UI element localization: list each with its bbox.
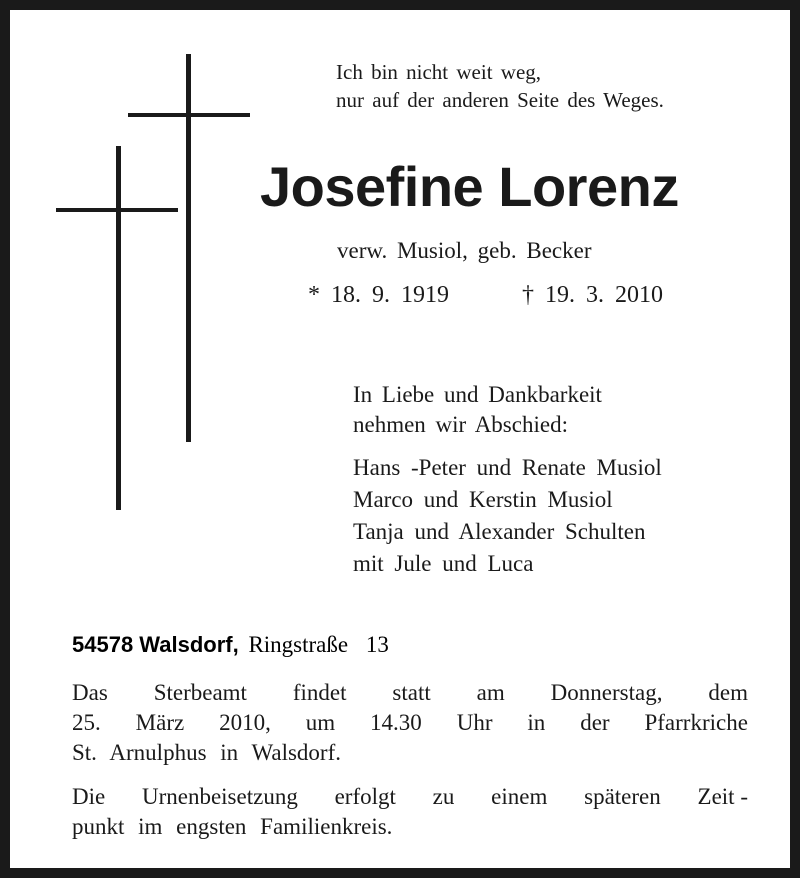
word: am — [476, 680, 505, 705]
word: Zeit - — [697, 784, 748, 809]
poem-line: nur auf der anderen Seite des Weges. — [336, 88, 664, 112]
service-line — [72, 678, 748, 708]
word: März — [135, 710, 185, 735]
birth-date: * 18. 9. 1919 — [308, 282, 449, 308]
urn-line: punkt im engsten Familienkreis. — [72, 814, 393, 839]
word: in — [527, 710, 546, 735]
word: 2010, — [219, 710, 271, 735]
farewell-line: In Liebe und Dankbarkeit — [353, 382, 602, 407]
word: Die — [72, 784, 106, 809]
word: Donnerstag, — [550, 680, 663, 705]
farewell-text — [353, 380, 602, 440]
farewell-line: nehmen wir Abschied: — [353, 412, 568, 437]
word: um — [305, 710, 336, 735]
address — [72, 630, 389, 660]
service-paragraph — [72, 678, 748, 768]
word: Urnenbeisetzung — [141, 784, 298, 809]
poem-line: Ich bin nicht weit weg, — [336, 60, 542, 84]
word: Uhr — [456, 710, 493, 735]
poem — [336, 58, 664, 114]
mourners-list — [353, 452, 662, 580]
urn-paragraph — [72, 782, 748, 842]
address-street: Ringstraße 13 — [248, 632, 389, 657]
word: dem — [708, 680, 748, 705]
deceased-name: Josefine Lorenz — [260, 155, 679, 218]
word: 14.30 — [370, 710, 422, 735]
word: späteren — [584, 784, 661, 809]
mourner-line: mit Jule und Luca — [353, 551, 534, 576]
mourner-line: Marco und Kerstin Musiol — [353, 487, 613, 512]
service-line: St. Arnulphus in Walsdorf. — [72, 740, 341, 765]
word: Das — [72, 680, 108, 705]
word: 25. — [72, 710, 101, 735]
word: Sterbeamt — [153, 680, 247, 705]
word: erfolgt — [334, 784, 396, 809]
word: zu — [432, 784, 455, 809]
word: statt — [392, 680, 431, 705]
word: findet — [292, 680, 347, 705]
urn-line — [72, 782, 748, 812]
word: einem — [491, 784, 548, 809]
word: der — [580, 710, 610, 735]
death-date: † 19. 3. 2010 — [522, 282, 663, 308]
mourner-line: Hans -Peter und Renate Musiol — [353, 455, 662, 480]
address-city: 54578 Walsdorf, — [72, 632, 239, 657]
service-line — [72, 708, 748, 738]
word: Pfarrkriche — [644, 710, 748, 735]
maiden-name: verw. Musiol, geb. Becker — [337, 238, 592, 263]
mourner-line: Tanja und Alexander Schulten — [353, 519, 646, 544]
